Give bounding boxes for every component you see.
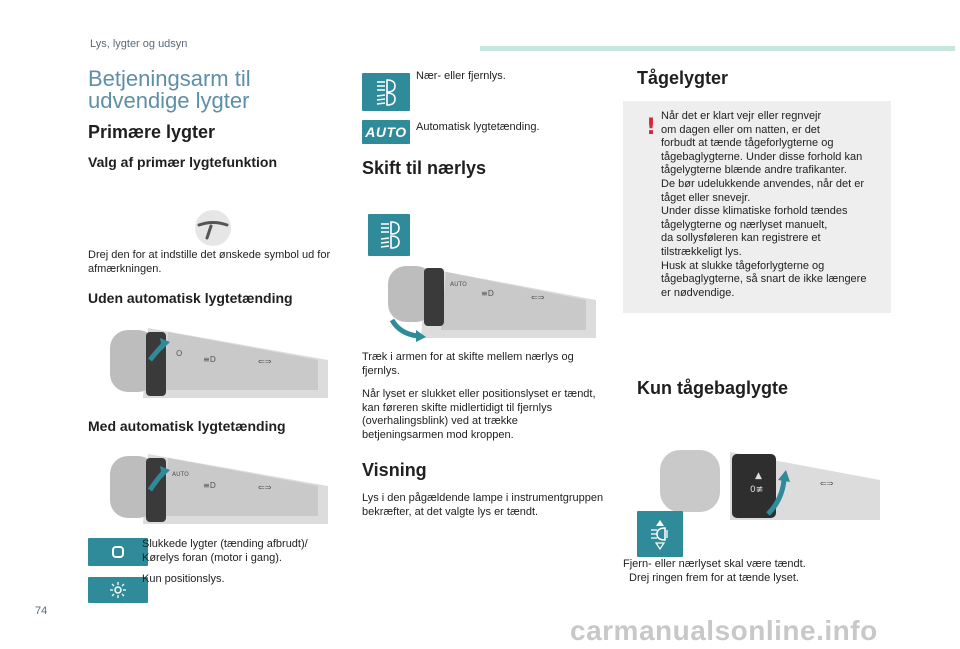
warning-line: er nødvendige.: [661, 286, 735, 299]
rear-fog-line2: [623, 572, 903, 586]
dipped-main-beam-icon: [362, 73, 410, 111]
position-lights-text: Kun positionslys.: [142, 573, 225, 585]
warning-line: tågelygterne blænde andre trafikanter.: [661, 164, 847, 177]
display-text: Lys i den pågældende lampe i instrumentgruppen bekræfter, at det valgte lys er tændt.: [362, 492, 604, 518]
stalk-illustration-ring: [660, 444, 880, 524]
beam-toggle-icon: [368, 214, 410, 256]
select-function-heading: Valg af primær lygtefunktion: [88, 154, 278, 170]
rear-fog-line1: Fjern- eller nærlyset skal være tændt.: [623, 558, 806, 570]
warning-line: tilstrækkeligt lys.: [661, 245, 742, 258]
auto-label-icon: [362, 120, 410, 144]
svg-text:≡D: ≡D: [203, 481, 216, 490]
svg-text:≡D: ≡D: [481, 289, 494, 298]
page-title-line1: Betjeningsarm til: [88, 66, 251, 91]
primary-lights-heading: Primære lygter: [88, 122, 216, 142]
page-number: 74: [35, 605, 48, 617]
stalk-illustration-pull: [386, 260, 596, 344]
switch-dipped-heading: Skift til nærlys: [362, 158, 487, 178]
warning-line: tågebaglygterne, så snart de ikke længere: [661, 273, 867, 286]
position-lights-icon: [88, 577, 148, 603]
warning-line: tågebaglygterne. Under disse forhold kan: [661, 150, 863, 163]
svg-text:AUTO: AUTO: [450, 281, 467, 288]
warning-line: om dagen eller om natten, er det: [661, 123, 820, 136]
display-heading: Visning: [362, 460, 427, 480]
warning-text: [661, 110, 889, 300]
svg-text:0≢: 0≢: [750, 485, 764, 495]
auto-text: Automatisk lygtetænding.: [416, 121, 540, 133]
fog-lights-heading: Tågelygter: [637, 68, 729, 88]
switch-text-2: Når lyset er slukket eller positionslyset er tændt, kan føreren skifte midlertidigt til fjernlys (overhalingsblink) ved at trække betjeningsarmen mod kroppen.: [362, 388, 596, 441]
warning-line: forbudt at tænde tågeforlygterne og: [661, 137, 834, 150]
warning-line: tåget eller snevejr.: [661, 191, 751, 204]
page-title: [88, 68, 251, 112]
warning-line: Når det er klart vejr eller regnvejr: [661, 110, 822, 122]
warning-line: Husk at slukke tågeforlygterne og: [661, 259, 825, 272]
warning-line: da sollysføleren kan registrere et: [661, 232, 821, 245]
rear-fog-heading: Kun tågebaglygte: [637, 378, 789, 398]
svg-text:⇐⇒: ⇐⇒: [531, 293, 545, 302]
select-function-text: Drej den for at indstille det ønskede symbol ud for afmærkningen.: [88, 249, 331, 275]
svg-text:O: O: [176, 349, 183, 358]
dipped-main-beam-text: Nær- eller fjernlys.: [416, 70, 506, 82]
rear-fog-text: [623, 558, 903, 585]
warning-line: De bør udelukkende anvendes, når det er: [661, 177, 865, 190]
svg-text:▲: ▲: [755, 471, 762, 481]
svg-text:≡D: ≡D: [203, 355, 216, 364]
steering-wheel-icon: [193, 208, 233, 253]
stalk-illustration-manual: [108, 320, 328, 402]
warning-line: tågelygterne og nærlyset manuelt,: [661, 218, 828, 231]
svg-text:⇐⇒: ⇐⇒: [258, 357, 272, 366]
light-off-icon: [88, 538, 148, 566]
page-title-line2: udvendige lygter: [88, 88, 250, 113]
rear-fog-line2-text: Drej ringen frem for at tænde lyset.: [629, 571, 799, 584]
svg-text:⇐⇒: ⇐⇒: [258, 483, 272, 492]
watermark: carmanualsonline.info: [570, 615, 878, 646]
switch-text-1: Træk i armen for at skifte mellem nærlys og fjernlys.: [362, 351, 574, 377]
auto-label-text: AUTO: [365, 124, 407, 140]
stalk-illustration-auto: [108, 446, 328, 528]
with-auto-heading: Med automatisk lygtetænding: [88, 418, 286, 434]
svg-text:AUTO: AUTO: [172, 471, 189, 478]
rear-fog-icon: [637, 511, 683, 557]
warning-line: Under disse klimatiske forhold tændes: [661, 205, 848, 218]
section-header: Lys, lygter og udsyn: [90, 38, 188, 50]
warning-icon: !: [646, 115, 657, 140]
light-off-text: Slukkede lygter (tænding afbrudt)/ Kørelys foran (motor i gang).: [142, 538, 308, 564]
svg-text:⇐⇒: ⇐⇒: [820, 479, 834, 488]
without-auto-heading: Uden automatisk lygtetænding: [88, 290, 293, 306]
header-bar: [480, 46, 955, 51]
